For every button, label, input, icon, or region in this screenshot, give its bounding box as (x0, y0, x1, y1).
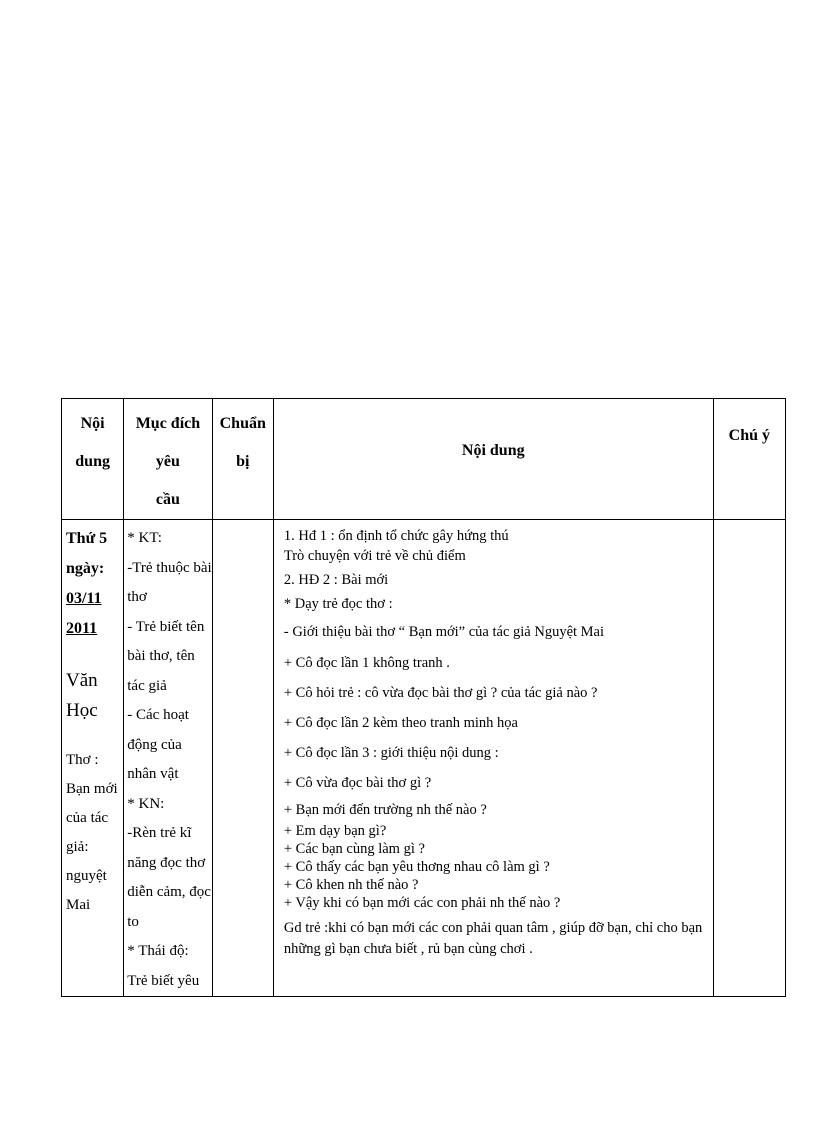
content-line: + Cô khen nh thế nào ? (283, 877, 419, 893)
subject-line1: Văn (66, 670, 98, 691)
objective-line: Trẻ biết yêu (127, 972, 200, 989)
objective-line: động của (127, 736, 182, 753)
poem-line: của tác (66, 810, 109, 826)
objective-line: thơ (127, 589, 147, 605)
content-line: + Bạn mới đến trường nh thế nào ? (283, 802, 487, 818)
header-col2-line1: Mục đích yêu (135, 415, 201, 470)
content-line: những gì bạn chưa biết , rủ bạn cùng chơi . (283, 941, 533, 957)
content-line: + Các bạn cùng làm gì ? (283, 841, 425, 857)
objective-line: to (127, 913, 139, 930)
poem-line: nguyệt (66, 868, 107, 884)
poem-line: giả: (66, 839, 89, 855)
header-chu-y (713, 399, 785, 520)
header-col1-line1: Nội (80, 415, 105, 432)
content-line: Trò chuyện với trẻ về chủ điểm (283, 548, 466, 564)
poem-line: Thơ : (66, 752, 99, 768)
content-line: + Cô đọc lần 3 : giới thiệu nội dung : (283, 745, 499, 761)
content-line: 1. Hđ 1 : ổn định tổ chức gây hứng thú (283, 528, 509, 544)
content-line: Gd trẻ :khi có bạn mới các con phải quan tâm , giúp đỡ bạn, chỉ cho bạn (283, 920, 703, 936)
content-line: + Vậy khi có bạn mới các con phải nh thế nào ? (283, 895, 561, 911)
objective-line: diễn cảm, đọc (127, 884, 211, 900)
header-chuan-bi (212, 399, 273, 520)
content-line: + Cô thấy các bạn yêu thơng nhau cô làm gì ? (283, 859, 550, 875)
header-noi-dung (273, 399, 713, 520)
notes-cell (713, 520, 785, 997)
day-subject-cell (62, 520, 124, 997)
content-line: + Cô hỏi trẻ : cô vừa đọc bài thơ gì ? của tác giả nào ? (283, 685, 598, 701)
date-year: 2011 (66, 620, 98, 637)
header-noi-dung-short (62, 399, 124, 520)
content-line: + Em dạy bạn gì? (283, 823, 387, 839)
content-line: * Dạy trẻ đọc thơ : (283, 596, 393, 612)
content-line: + Cô đọc lần 2 kèm theo tranh minh họa (283, 715, 518, 731)
objective-line: * Thái độ: (127, 943, 189, 959)
poem-line: Bạn mới (66, 781, 118, 797)
preparation-cell (212, 520, 273, 997)
objective-line: -Trẻ thuộc bài (127, 559, 212, 576)
subject-line2: Học (66, 700, 98, 721)
objective-line: bài thơ, tên (127, 648, 195, 664)
objective-line: * KT: (127, 530, 162, 546)
date-day-month: 03/11 (66, 590, 102, 607)
header-col4: Nội dung (461, 442, 525, 459)
content-line: - Giới thiệu bài thơ “ Bạn mới” của tác giả Nguyệt Mai (283, 624, 605, 640)
objective-line: * KN: (127, 795, 165, 812)
content-cell (273, 520, 713, 997)
objective-line: -Rèn trẻ kĩ (127, 825, 192, 841)
lesson-plan-table (61, 398, 786, 997)
content-line: 2. HĐ 2 : Bài mới (283, 572, 389, 588)
header-row (62, 399, 786, 520)
content-row (62, 520, 786, 997)
objective-line: - Các hoạt (127, 707, 189, 723)
date-label: ngày: (66, 560, 105, 577)
objective-line: năng đọc thơ (127, 854, 206, 871)
header-col2-line2: cầu (155, 491, 180, 508)
objective-line: nhân vật (127, 766, 179, 782)
header-muc-dich (124, 399, 212, 520)
day-label: Thứ 5 (66, 530, 108, 547)
content-line: + Cô vừa đọc bài thơ gì ? (283, 775, 432, 791)
header-col1-line2: dung (75, 453, 110, 470)
content-line: + Cô đọc lần 1 không tranh . (283, 655, 450, 671)
objectives-cell (124, 520, 212, 997)
objective-line: - Trẻ biết tên (127, 618, 205, 635)
objective-line: tác giả (127, 677, 167, 694)
header-col3-line1: Chuẩn (219, 415, 266, 432)
header-col3-line2: bị (236, 453, 250, 470)
header-col5: Chú ý (728, 427, 771, 444)
poem-line: Mai (66, 897, 91, 913)
